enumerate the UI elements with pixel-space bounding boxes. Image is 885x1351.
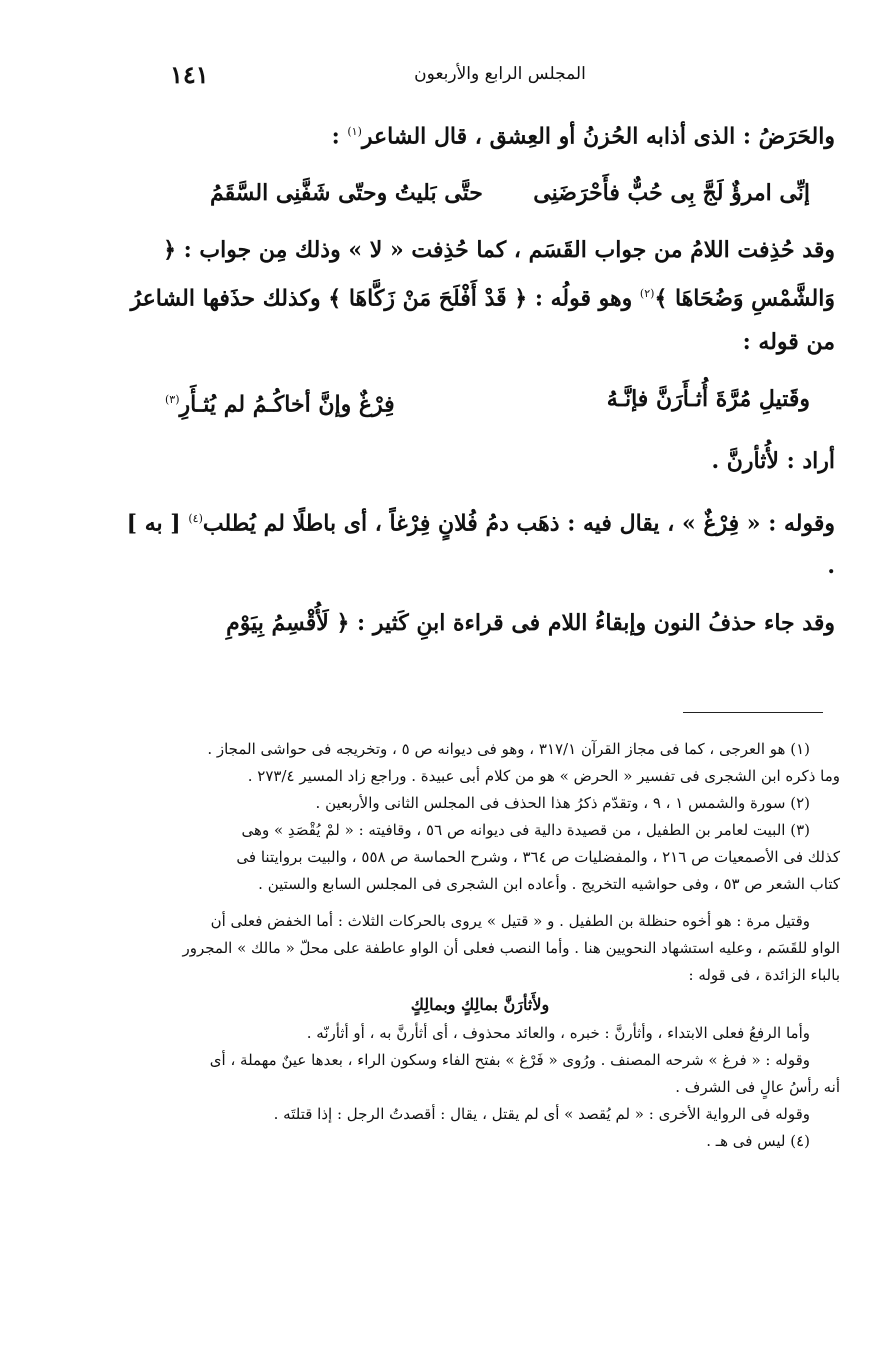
commentary-line-1: وقتيل مرة : هو أخوه حنظلة بن الطفيل . و « قتيل » يروى بالحركات الثلاث : أما الخفض فعلى أن [210,912,810,930]
verse-1 [210,172,810,215]
commentary-line-3: بالباء الزائدة ، فى قوله : [688,966,840,984]
paragraph-hard-end: : [331,123,348,150]
page-number: ١٤١ [170,60,209,89]
commentary-line-6: أنه رأسُ عالٍ فى الشرف . [675,1078,840,1096]
running-title: المجلس الرابع والأربعون [414,64,586,84]
verse-1-second-hemistich: حتَّى بَليتُ وحتّى شَفَّنِى السَّقَمُ [210,180,483,207]
verse-2 [165,378,810,426]
footnote-marker-2: (٢) [639,287,655,301]
footnote-3-line-3: كتاب الشعر ص ٥٣ ، وفى حواشيه التخريج . وأعاده ابن الشجرى فى المجلس السابع والستين . [258,875,840,893]
commentary-line-7: وقوله فى الرواية الأخرى : « لم يُقصد » أى لم يقتل ، يقال : أقصدتُ الرجل : إذا قتلتَه . [273,1105,810,1123]
paragraph-hard-text: والحَرَضُ : الذى أذابه الحُزنُ أو العِشق ، قال الشاعر [361,123,835,150]
paragraph-hard [125,110,835,158]
footnote-4: (٤) ليس فى هـ . [706,1132,810,1150]
footnote-2: (٢) سورة والشمس ١ ، ٩ ، وتقدّم ذكرُ هذا الحذف فى المجلس الثانى والأربعين . [315,794,810,812]
commentary-line-4: وأما الرفعُ فعلى الابتداء ، وأثأرنَّ : خبره ، والعائد محذوف ، أى أثأرنَّ به ، أو أثأرنّه . [306,1024,810,1042]
paragraph-oath [125,229,835,363]
verse-1-first-hemistich: إنِّى امرؤٌ لَجَّ بِى حُبٌّ فأَحْرَضَنِى [533,180,810,207]
paragraph-firgh-text: وقوله : « فِرْغٌ » ، يقال فيه : ذهَب دمُ فُلانٍ فِرْغاً ، أى باطلًا لم يُطلب [202,510,835,537]
footnote-marker-1: (١) [347,125,362,138]
paragraph-firgh-end: [ به ] . [126,510,835,580]
footnote-spacer [120,898,840,908]
commentary-verse: ولأَثأرَنَّ بمالِكٍ وبمالِكٍ [410,995,550,1014]
paragraph-oath-part-b: وهو قولُه : ﴿ قَدْ أَفْلَحَ مَنْ زَكَّاهَا ﴾ وكذلك حذَفها الشاعرُ من قوله : [130,285,835,355]
paragraph-oath-part-a: وقد حُذِفت اللامُ من جواب القَسَم ، كما حُذِفت « لا » وذلك مِن جواب : ﴿ وَالشَّمْسِ وَضُحَاهَا ﴾ [163,237,835,312]
footnote-marker-3: (٣) [165,392,180,406]
footnote-1-line-2: وما ذكره ابن الشجرى فى تفسير « الحرض » هو من كلام أبى عبيدة . وراجع زاد المسير ٢٧٣/٤ . [247,767,840,785]
footnotes [120,736,840,1155]
footnote-3-line-1: (٣) البيت لعامر بن الطفيل ، من قصيدة دالية فى ديوانه ص ٥٦ ، وقافيته : « لمْ يُقْصَدِ » وهى [241,821,810,839]
paragraph-ibn-kathir: وقد جاء حذفُ النون وإبقاءُ اللام فى قراءة ابنِ كَثير : ﴿ لَأُقْسِمُ بِيَوْمِ [226,610,835,637]
footnote-divider [683,712,823,713]
paragraph-firgh [125,497,835,588]
footnote-3-line-2: كذلك فى الأصمعيات ص ٢١٦ ، والمفضليات ص ٣٦٤ ، وشرح الحماسة ص ٥٥٨ ، والبيت بروايتنا فى [236,848,840,866]
main-text [125,110,835,645]
commentary-line-2: الواو للقَسَم ، وعليه استشهاد النحويين هنا . وأما النصب فعلى أن الواو عاطفة على محلّ « مالك » المجرور [182,939,840,957]
page-header [170,60,830,90]
verse-2-first-hemistich: وقَتيلِ مُرَّةَ أُثـأَرَنَّ فإنَّـهُ [606,385,810,412]
footnote-1-line-1: (١) هو العرجى ، كما فى مجاز القرآن ٣١٧/١ ، وهو فى ديوانه ص ٥ ، وتخريجه فى حواشى المجاز . [207,740,810,758]
verse-2-second-hemistich: فِرْغٌ وإنَّ أخاكُـمُ لم يُثـأَرِ [179,390,395,417]
paragraph-meaning: أراد : لأُثأرنَّ . [711,447,835,474]
footnote-marker-4: (٤) [188,511,203,525]
commentary-line-5: وقوله : « فرغ » شرحه المصنف . ورُوى « فَرْغ » بفتح الفاء وسكون الراء ، بعدها عينٌ مهملة ، أى [209,1051,810,1069]
